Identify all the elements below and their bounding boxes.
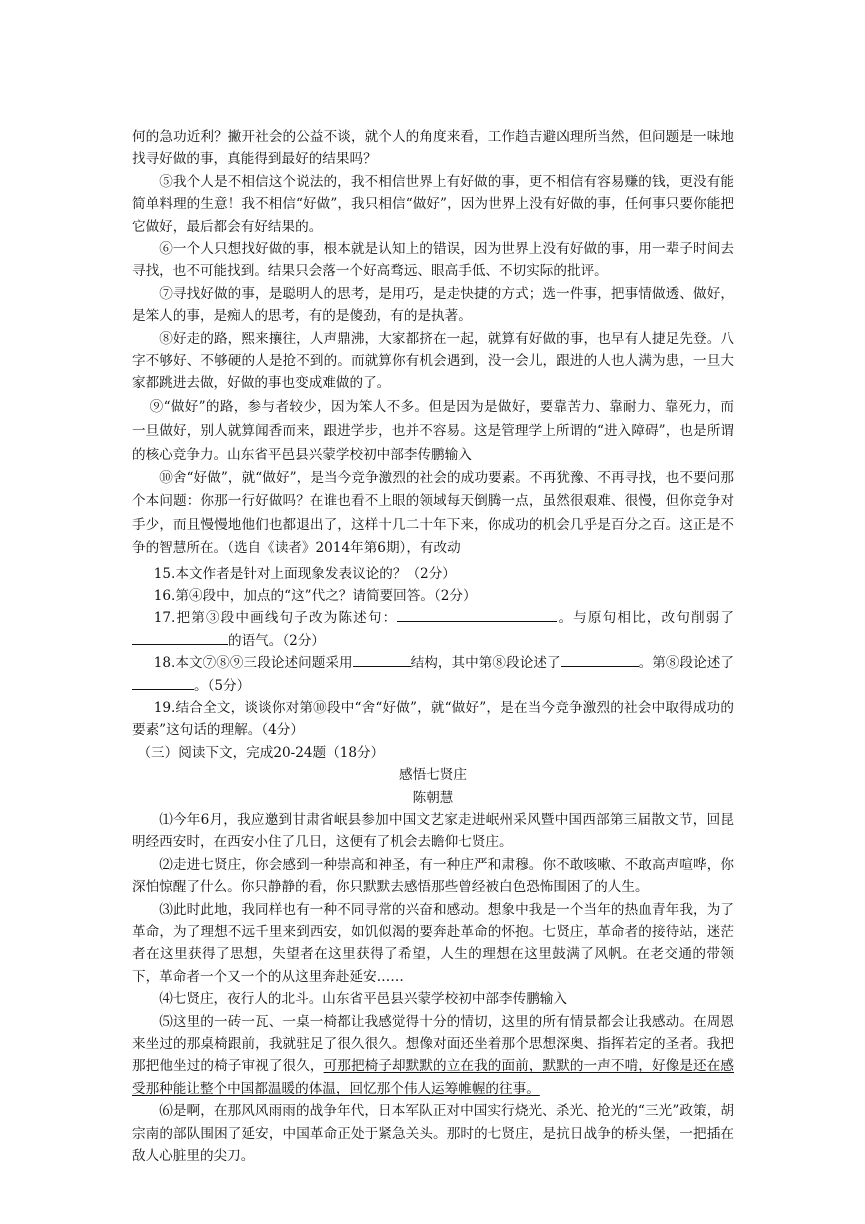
article2-paragraph-6: ⑹是啊，在那风风雨雨的战争年代，日本军队正对中国实行烧光、杀光、抢光的“三光”政策，胡宗南的部队围困了延安，中国革命正处于紧急关头。那时的七贤庄，是抗日战争的桥头堡，一把插在敌人心脏里的尖刀。 <box>132 1103 734 1165</box>
question-18-part-c: 。第⑧段论述了 <box>638 655 735 672</box>
question-18-part-b: 结构，其中第⑧段论述了 <box>410 655 561 672</box>
exam-page <box>132 126 734 1167</box>
paragraph-10: ⑩舍“好做”，就“做好”，是当今竞争激烈的社会的成功要素。不再犹豫、不再寻找，也不要问那个本问题：你那一行好做吗？在谁也看不上眼的领域每天倒腾一点，虽然很艰难、很慢，但你竞争对手少，而且慢慢地他们也都退出了，这样十几二十年下来，你成功的机会几乎是百分之百。这正是不争的智慧所在。（选自《读者》2014年第6期），有改动 <box>132 469 734 557</box>
question-15: 15.本文作者是针对上面现象发表议论的？（2分） <box>153 565 456 582</box>
answer-blank-17b[interactable] <box>132 630 228 645</box>
question-17-part-c: 的语气。（2分） <box>228 632 326 649</box>
article2-paragraph-5 <box>132 1011 734 1101</box>
paragraph-7: ⑦寻找好做的事，是聪明人的思考，是用巧，是走快捷的方式；选一件事，把事情做透、做好，是笨人的事，是痴人的思考，有的是傻劲，有的是执著。 <box>132 285 734 325</box>
paragraph-8: ⑧好走的路，熙来攘往，人声鼎沸，大家都挤在一起，就算有好做的事，也早有人捷足先登。八字不够好、不够硬的人是抢不到的。而就算你有机会遇到，没一会儿，跟进的人也人满为患，一旦大家都跳进去做，好做的事也变成难做的了。 <box>132 330 734 392</box>
answer-blank-18c[interactable] <box>132 675 194 690</box>
question-18-part-a: 18.本文⑦⑧⑨三段论述问题采用 <box>153 655 353 672</box>
answer-blank-18a[interactable] <box>353 653 411 668</box>
question-16: 16.第④段中，加点的“这”代之？请简要回答。（2分） <box>153 587 477 604</box>
article2-paragraph-1: ⑴今年6月，我应邀到甘肃省岷县参加中国文艺家走进岷州采风暨中国西部第三届散文节，回昆明经西安时，在西安小住了几日，这便有了机会去瞻仰七贤庄。 <box>132 811 734 851</box>
question-17 <box>132 607 734 652</box>
article2-paragraph-4: ⑷七贤庄，夜行人的北斗。山东省平邑县兴蒙学校初中部李传鹏输入 <box>159 991 567 1008</box>
paragraph-6: ⑥一个人只想找好做的事，根本就是认知上的错误，因为世界上没有好做的事，用一辈子时间去寻找，也不可能找到。结果只会落一个好高骛远、眼高手低、不切实际的批评。 <box>132 241 734 280</box>
question-19: 19.结合全文，谈谈你对第⑩段中“舍“好做”，就“做好”，是在当今竞争激烈的社会中取得成功的要素”这句话的理解。（4分） <box>132 699 734 739</box>
paragraph-continued: 何的急功近利？撇开社会的公益不谈，就个人的角度来看，工作趋吉避凶理所当然，但问题是一味地找寻好做的事，真能得到最好的结果吗？ <box>132 129 734 168</box>
article2-paragraph-2: ⑵走进七贤庄，你会感到一种崇高和神圣，有一种庄严和肃穆。你不敢咳嗽、不敢高声喧哗，你深怕惊醒了什么。你只静静的看，你只默默去感悟那些曾经被白色恐怖围困了的人生。 <box>132 856 734 896</box>
article2-paragraph-5-text: ⑸这里的一砖一瓦、一桌一椅都让我感觉得十分的情切，这里的所有情景都会让我感动。在周恩来坐过的那桌椅跟前，我就驻足了很久很久。想像对面还坐着那个思想深奥、指挥若定的圣者。我把那把他坐过的椅子审视了很久， <box>132 1013 734 1075</box>
question-17-part-b: 。与原句相比，改句削弱了 <box>557 610 734 627</box>
question-18-part-d: 。（5分） <box>194 677 251 694</box>
paragraph-5: ⑤我个人是不相信这个说法的，我不相信世界上有好做的事，更不相信有容易赚的钱，更没有能简单料理的生意！我不相信“好做”，我只相信“做好”，因为世界上没有好做的事，任何事只要你能把它做好，最后都会有好结果的。 <box>132 173 734 235</box>
answer-blank-17a[interactable] <box>397 608 557 623</box>
paragraph-9: ⑨“做好”的路，参与者较少，因为笨人不多。但是因为是做好，要靠苦力、靠耐力、靠死力，而一旦做好，别人就算闻香而来，跟进学步，也并不容易。这是管理学上所谓的“进入障碍”，也是所谓的核心竞争力。山东省平邑县兴蒙学校初中部李传鹏输入 <box>132 398 734 463</box>
article2-paragraph-3: ⑶此时此地，我同样也有一种不同寻常的兴奋和感动。想象中我是一个当年的热血青年我，为了革命，为了理想不远千里来到西安，如饥似渴的要奔赴革命的怀抱。七贤庄，革命者的接待站，迷茫者在这里获得了思想，失望者在这里获得了希望，人生的理想在这里鼓满了风帆。在老交通的带领下，革命者一个又一个的从这里奔赴延安…… <box>132 901 734 985</box>
article-title: 感悟七贤庄 <box>399 767 467 784</box>
question-18 <box>132 652 734 697</box>
underlined-sentence: 可那把椅子却默默的立在我的面前，默默的一声不啃，好像是还在感受那种能让整个中国都温暖的体温，回忆那个伟人运筹帷幄的往事。 <box>132 1058 735 1097</box>
question-17-part-a: 17.把第③段中画线句子改为陈述句： <box>153 610 398 627</box>
section-heading: （三）阅读下文，完成20-24题（18分） <box>137 744 385 761</box>
article-author: 陈朝慧 <box>412 789 454 806</box>
answer-blank-18b[interactable] <box>561 653 639 668</box>
